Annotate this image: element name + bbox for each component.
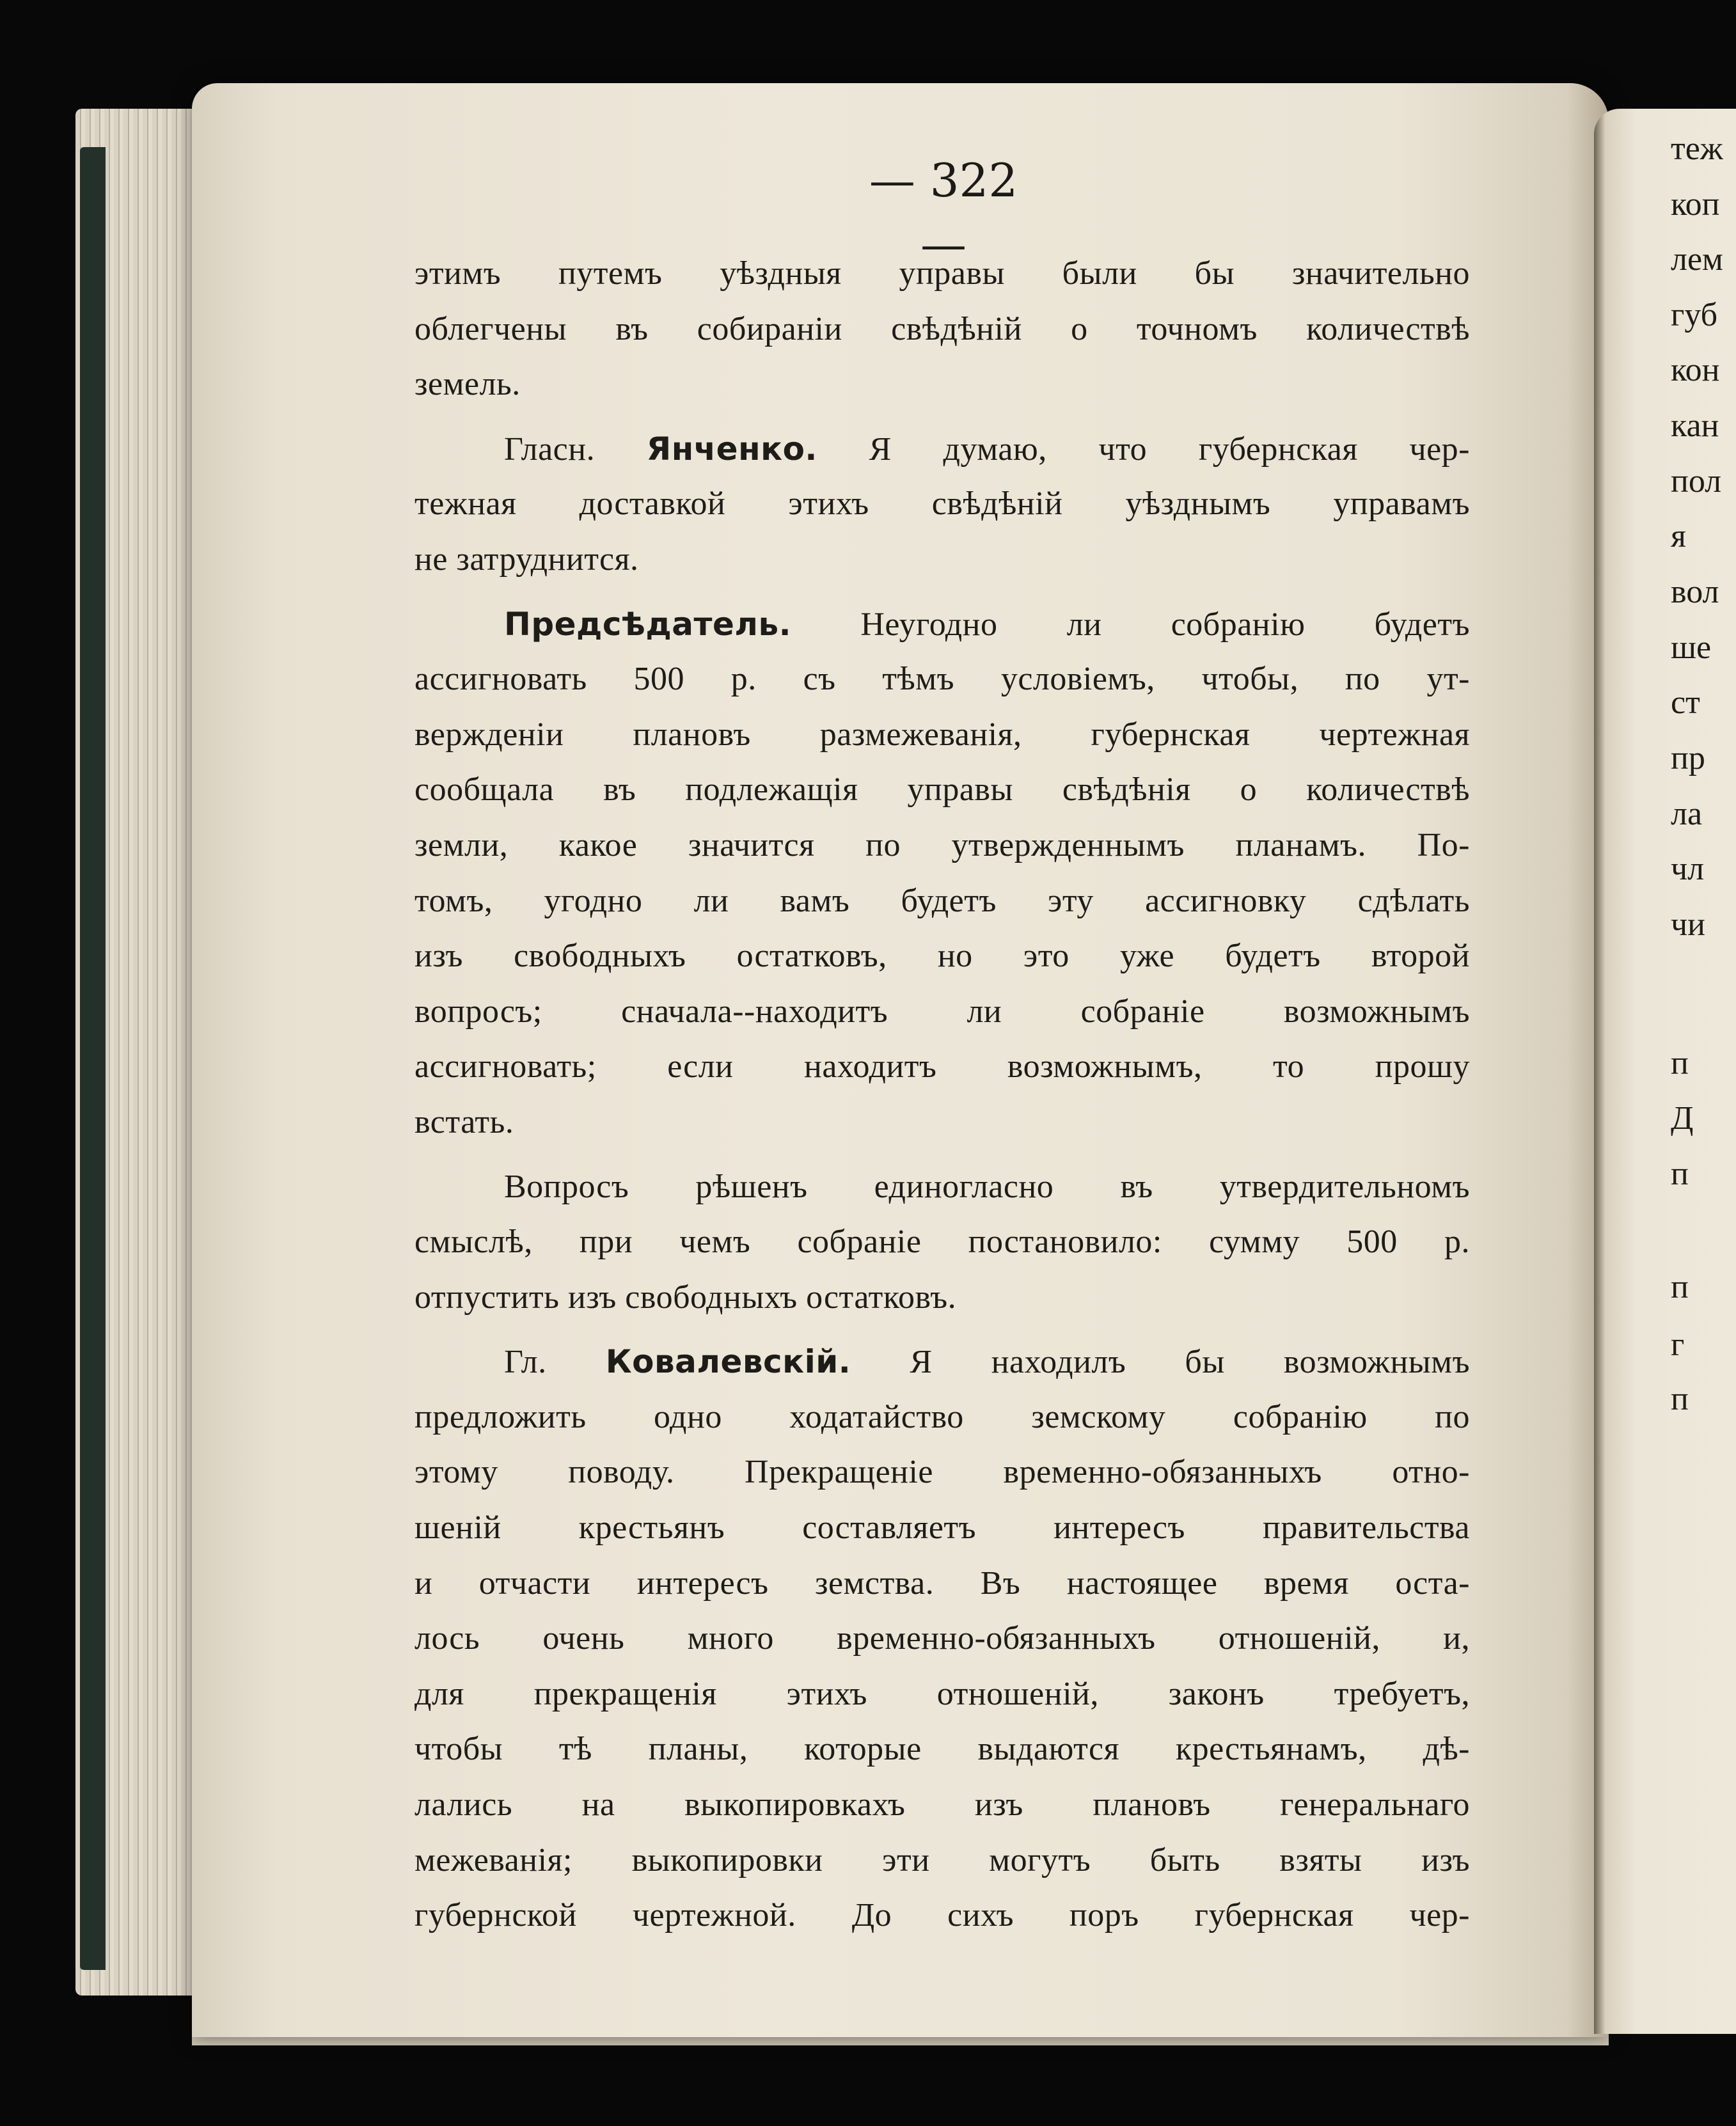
facing-line: пол (1671, 463, 1722, 500)
speech-text: Я думаю, что губернская чер- (869, 430, 1470, 468)
facing-line: я (1671, 518, 1686, 555)
facing-line: кан (1671, 407, 1719, 444)
speech-text: Я находилъ бы возможнымъ (910, 1344, 1470, 1381)
text-line: ассигновать 500 р. съ тѣмъ условіемъ, чтобы, по ут- (414, 661, 1470, 698)
text-line: встать. (414, 1103, 514, 1140)
text-line: тежная доставкой этихъ свѣдѣній уѣзднымъ управамъ (414, 485, 1470, 523)
text-line: губернской чертежной. До сихъ поръ губернская чер- (414, 1897, 1470, 1934)
page-body-text (414, 246, 1470, 1944)
text-line: земель. (414, 366, 521, 403)
text-line: не затруднится. (414, 540, 639, 578)
text-line: чтобы тѣ планы, которые выдаются крестьянамъ, дѣ- (414, 1731, 1470, 1768)
text-line: ассигновать; если находитъ возможнымъ, то прошу (414, 1048, 1470, 1085)
speaker-prefix: Гл. (504, 1344, 547, 1381)
text-line: и отчасти интересъ земства. Въ настоящее время оста- (414, 1564, 1470, 1602)
text-line: облегчены въ собираніи свѣдѣній о точномъ количествѣ (414, 310, 1470, 347)
facing-line: теж (1671, 130, 1723, 167)
facing-line: лем (1671, 241, 1723, 278)
facing-line: чл (1671, 851, 1705, 887)
text-line: межеванія; выкопировки эти могутъ быть взяты изъ (414, 1841, 1470, 1878)
facing-line: п (1671, 1381, 1689, 1417)
text-line: сообщала въ подлежащія управы свѣдѣнія о количествѣ (414, 771, 1470, 808)
speaker-name: Предсѣдатель. (504, 605, 792, 643)
facing-line: вол (1671, 574, 1719, 610)
facing-page (1594, 109, 1736, 2034)
page-number: — 322 — (869, 154, 1018, 271)
text-line: отпустить изъ свободныхъ остатковъ. (414, 1279, 957, 1316)
text-line: лось очень много временно-обязанныхъ отношеній, и, (414, 1620, 1470, 1657)
speaker-prefix: Гласн. (504, 430, 596, 468)
facing-line: коп (1671, 186, 1720, 223)
text-line: этому поводу. Прекращеніе временно-обязанныхъ отно- (414, 1454, 1470, 1491)
text-line: для прекращенія этихъ отношеній, законъ требуетъ, (414, 1675, 1470, 1712)
speaker-name: Ковалевскій. (605, 1343, 851, 1381)
text-line: томъ, угодно ли вамъ будетъ эту ассигновку сдѣлать (414, 882, 1470, 919)
text-line: вержденіи плановъ размежеванія, губернская чертежная (414, 716, 1470, 753)
speech-text: Неугодно ли собранію будетъ (860, 606, 1470, 643)
facing-line: г (1671, 1327, 1685, 1363)
facing-line: губ (1671, 297, 1718, 333)
text-line: смыслѣ, при чемъ собраніе постановило: сумму 500 р. (414, 1224, 1470, 1261)
text-line: земли, какое значится по утвержденнымъ планамъ. По- (414, 826, 1470, 863)
facing-line: ла (1671, 796, 1703, 832)
text-line: изъ свободныхъ остатковъ, но это уже будетъ второй (414, 938, 1470, 975)
speaker-name: Янченко. (646, 430, 817, 468)
text-line: Вопросъ рѣшенъ единогласно въ утвердительномъ (504, 1168, 1470, 1205)
facing-line: п (1671, 1045, 1689, 1082)
facing-line: п (1671, 1269, 1689, 1305)
book-spine-edge (80, 147, 106, 1970)
text-line: лались на выкопировкахъ изъ плановъ генеральнаго (414, 1786, 1470, 1823)
facing-line: ст (1671, 684, 1700, 721)
text-line: вопросъ; сначала--находитъ ли собраніе возможнымъ (414, 993, 1470, 1030)
facing-line: п (1671, 1156, 1689, 1192)
facing-line: пр (1671, 740, 1705, 776)
facing-line: кон (1671, 352, 1720, 388)
facing-line: Д (1671, 1100, 1694, 1137)
facing-line: чи (1671, 906, 1705, 943)
facing-line: ше (1671, 629, 1712, 666)
text-line: предложить одно ходатайство земскому собранію по (414, 1398, 1470, 1435)
speaker-line (414, 421, 1470, 477)
speaker-line (414, 597, 1470, 652)
speaker-line (414, 1334, 1470, 1390)
text-line: шеній крестьянъ составляетъ интересъ правительства (414, 1509, 1470, 1547)
text-line: этимъ путемъ уѣздныя управы были бы значительно (414, 255, 1470, 292)
